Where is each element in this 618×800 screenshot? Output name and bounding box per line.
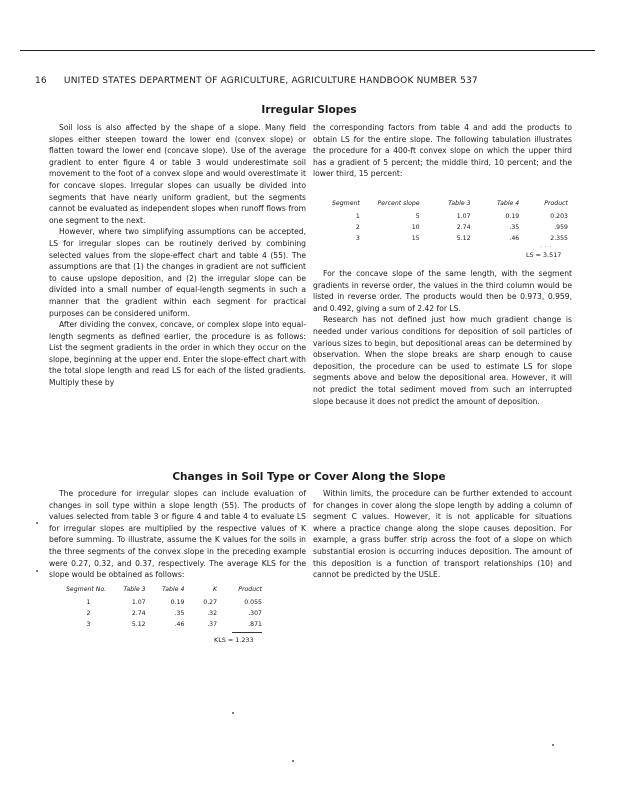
section1-left-column	[49, 122, 306, 389]
table-row	[66, 608, 262, 619]
table-cell: 3	[355, 235, 360, 242]
top-rule	[20, 50, 595, 51]
soil-type-table	[66, 586, 262, 630]
table-row	[320, 233, 568, 244]
table-cell: 1.07	[456, 213, 471, 220]
column-header: K	[212, 586, 218, 593]
table-cell: 2	[355, 224, 360, 231]
sum-rule-dots: ···	[540, 244, 555, 251]
scan-speck	[552, 744, 554, 746]
table-cell: 2.355	[550, 235, 568, 242]
paragraph: Within limits, the procedure can be further extended to account for changes in cover along the slope length by adding a column of segment C values. However, it is not applicable for situations where a practice change along the slope causes deposition. For example, a grass buffer strip across the foot of a slope on which substantial erosion is occurring induces deposition. The amount of this deposition is a function of transport relationships (10) and cannot be predicted by the USLE.	[313, 489, 572, 580]
table-cell: 5	[415, 213, 420, 220]
table-cell: .307	[248, 610, 262, 617]
table-row	[320, 222, 568, 233]
page-number: 16	[35, 76, 47, 86]
section2-left-column	[49, 488, 306, 581]
paragraph: The procedure for irregular slopes can include evaluation of changes in soil type within a slope length (55). The products of values selected from table 3 or figure 4 and table 4 to evaluate LS for irregular slopes are multiplied by the respective values of K before summing. To illustrate, assume the K values for the soils in the three segments of the convex slope in the preceding example were 0.27, 0.32, and 0.37, respectively. The average KLS for the slope would be obtained as follows:	[49, 489, 306, 580]
scan-speck	[36, 522, 38, 524]
table-cell: .35	[174, 610, 185, 617]
section1-right-column-top	[313, 122, 572, 180]
column-header: Product	[544, 200, 568, 207]
table-cell: .35	[509, 224, 520, 231]
paragraph: Research has not defined just how much gradient change is needed under various conditions for deposition of soil particles of various sizes to begin, but depositional areas can be determined by observation. When the slope breaks are sharp enough to cause deposition, the procedure can be used to estimate LS for slope segments above and below the depositional area. However, it will not predict the total sediment moved from such an interrupted slope because it does not predict the amount of deposition.	[313, 315, 572, 406]
running-title: UNITED STATES DEPARTMENT OF AGRICULTURE, AGRICULTURE HANDBOOK NUMBER 537	[63, 76, 478, 86]
section1-right-column-bottom	[313, 268, 572, 407]
scan-speck	[292, 760, 294, 762]
table-cell: .32	[207, 610, 218, 617]
section2-right-column	[313, 488, 572, 581]
table-cell: 2.74	[131, 610, 146, 617]
table-header-row	[66, 586, 262, 597]
paragraph: After dividing the convex, concave, or complex slope into equal-length segments as defined earlier, the procedure is as follows: List the segment gradients in the order in which they occur on the slope, beginning at the upper end. Enter the slope-effect chart with the total slope length and read LS for each of the listed gradients. Multiply these by	[49, 320, 306, 388]
convex-slope-table	[320, 200, 568, 244]
table-cell: 0.055	[244, 599, 262, 606]
table-cell: .871	[248, 621, 262, 628]
column-header: Table 4	[162, 586, 185, 593]
table-cell: 1	[86, 599, 91, 606]
table-cell: .959	[554, 224, 568, 231]
paragraph: Soil loss is also affected by the shape of a slope. Many field slopes either steepen toward the lower end (convex slope) or flatten toward the lower end (concave slope). Use of the average gradient to enter figure 4 or table 3 would underestimate soil movement to the foot of a convex slope and would overestimate it for concave slopes. Irregular slopes can usually be divided into segments that have nearly uniform gradient, but the segments cannot be evaluated as independent slopes when runoff flows from one segment to the next.	[49, 123, 306, 225]
table-cell: 0.19	[170, 599, 185, 606]
paragraph: However, where two simplifying assumptions can be accepted, LS for irregular slopes can be routinely derived by combining selected values from the slope-effect chart and table 4 (55). The assumptions are that (1) the changes in gradient are not sufficient to cause upslope deposition, and (2) the irregular slope can be divided into a small number of equal-length segments in such a manner that the gradient within each segment for practical purposes can be considered uniform.	[49, 227, 306, 318]
table-row	[320, 211, 568, 222]
running-header	[35, 76, 595, 86]
table2-total: KLS = 1.233	[214, 636, 254, 644]
table-cell: .46	[509, 235, 520, 242]
section-title-changes-soil-cover: Changes in Soil Type or Cover Along the Slope	[172, 471, 446, 483]
table-cell: 2	[86, 610, 91, 617]
table-cell: 5.12	[131, 621, 146, 628]
sum-rule	[232, 632, 262, 633]
column-header: Segment No.	[66, 586, 107, 593]
table1-total: LS = 3.517	[526, 251, 562, 259]
table-cell: 1.07	[131, 599, 146, 606]
column-header: Segment	[332, 200, 360, 207]
column-header: Table 3	[123, 586, 146, 593]
column-header: Table 4	[496, 200, 520, 207]
table-cell: .46	[174, 621, 185, 628]
column-header: Product	[238, 586, 262, 593]
table-header-row	[320, 200, 568, 211]
paragraph: For the concave slope of the same length, with the segment gradients in reverse order, the values in the third column would be listed in reverse order. The products would then be 0.973, 0.959, and 0.492, giving a sum of 2.42 for LS.	[313, 269, 572, 313]
section-title-irregular-slopes: Irregular Slopes	[261, 104, 357, 116]
table-cell: 0.203	[550, 213, 568, 220]
table-cell: 1	[355, 213, 360, 220]
table-row	[66, 619, 262, 630]
column-header: Percent slope	[377, 200, 420, 207]
table-cell: 5.12	[456, 235, 471, 242]
table-cell: .37	[207, 621, 218, 628]
scan-speck	[36, 570, 38, 572]
table-cell: 2.74	[456, 224, 471, 231]
scan-speck	[232, 712, 234, 714]
table-cell: 0.19	[505, 213, 520, 220]
table-row	[66, 597, 262, 608]
paragraph: the corresponding factors from table 4 and add the products to obtain LS for the entire slope. The following tabulation illustrates the procedure for a 400-ft convex slope on which the upper third has a gradient of 5 percent; the middle third, 10 percent; and the lower third, 15 percent:	[313, 123, 572, 179]
table-cell: 15	[411, 235, 420, 242]
table-cell: 0.27	[203, 599, 218, 606]
table-cell: 3	[86, 621, 91, 628]
column-header: Table 3	[448, 200, 471, 207]
table-cell: 10	[411, 224, 420, 231]
